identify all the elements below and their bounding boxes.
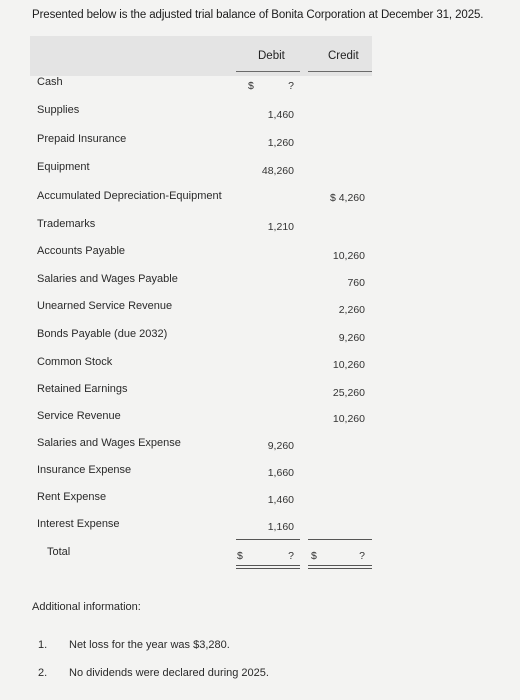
row-label: Interest Expense [37, 518, 120, 530]
row-label: Accumulated Depreciation-Equipment [37, 190, 222, 202]
row-label: Supplies [37, 104, 80, 116]
row-label: Unearned Service Revenue [37, 300, 173, 312]
credit-header-rule [308, 71, 372, 72]
row-label: Common Stock [37, 356, 113, 368]
note-text: Net loss for the year was $3,280. [69, 639, 230, 651]
credit-value: 10,260 [332, 413, 365, 425]
dollar-sign: $ [311, 550, 317, 562]
note-number: 1. [38, 639, 48, 651]
debit-value: 1,460 [267, 109, 294, 121]
row-label: Bonds Payable (due 2032) [37, 328, 168, 340]
debit-total-double-rule-bottom [236, 568, 300, 569]
debit-value: 48,260 [261, 165, 294, 177]
credit-value: 10,260 [332, 359, 365, 371]
row-label: Prepaid Insurance [37, 133, 127, 145]
debit-total-double-rule-top [236, 565, 300, 566]
row-label: Salaries and Wages Payable [37, 273, 178, 285]
row-label: Cash [37, 76, 63, 88]
debit-subtotal-rule [236, 539, 300, 540]
row-label: Equipment [37, 161, 90, 173]
page-title: Presented below is the adjusted trial balance of Bonita Corporation at December 31, 2025. [32, 9, 484, 21]
row-label: Insurance Expense [37, 464, 132, 476]
debit-value: ? [288, 80, 294, 92]
credit-subtotal-rule [308, 539, 372, 540]
debit-header-rule [236, 71, 300, 72]
credit-value: 10,260 [332, 250, 365, 262]
credit-total-double-rule-top [308, 565, 372, 566]
dollar-sign: $ [237, 550, 243, 562]
debit-value: 1,160 [267, 521, 294, 533]
debit-value: 1,210 [267, 221, 294, 233]
row-label: Retained Earnings [37, 383, 128, 395]
row-label: Trademarks [37, 218, 96, 230]
total-label: Total [47, 546, 71, 558]
debit-value: 1,260 [267, 137, 294, 149]
row-label: Service Revenue [37, 410, 121, 422]
credit-total-double-rule-bottom [308, 568, 372, 569]
row-label: Salaries and Wages Expense [37, 437, 181, 449]
credit-value: 9,260 [338, 332, 365, 344]
debit-value: 1,660 [267, 467, 294, 479]
debit-total: ? [288, 550, 294, 562]
additional-info-title: Additional information: [32, 601, 141, 613]
note-number: 2. [38, 667, 48, 679]
credit-total: ? [359, 550, 365, 562]
row-label: Accounts Payable [37, 245, 126, 257]
dollar-sign: $ [248, 80, 254, 92]
debit-value: 9,260 [267, 440, 294, 452]
credit-value: $ 4,260 [329, 192, 365, 204]
debit-value: 1,460 [267, 494, 294, 506]
credit-value: 2,260 [338, 304, 365, 316]
debit-column-header: Debit [258, 50, 285, 62]
table-header-band [30, 36, 372, 76]
credit-value: 25,260 [332, 387, 365, 399]
row-label: Rent Expense [37, 491, 107, 503]
note-text: No dividends were declared during 2025. [69, 667, 269, 679]
credit-column-header: Credit [328, 50, 359, 62]
credit-value: 760 [347, 277, 365, 289]
